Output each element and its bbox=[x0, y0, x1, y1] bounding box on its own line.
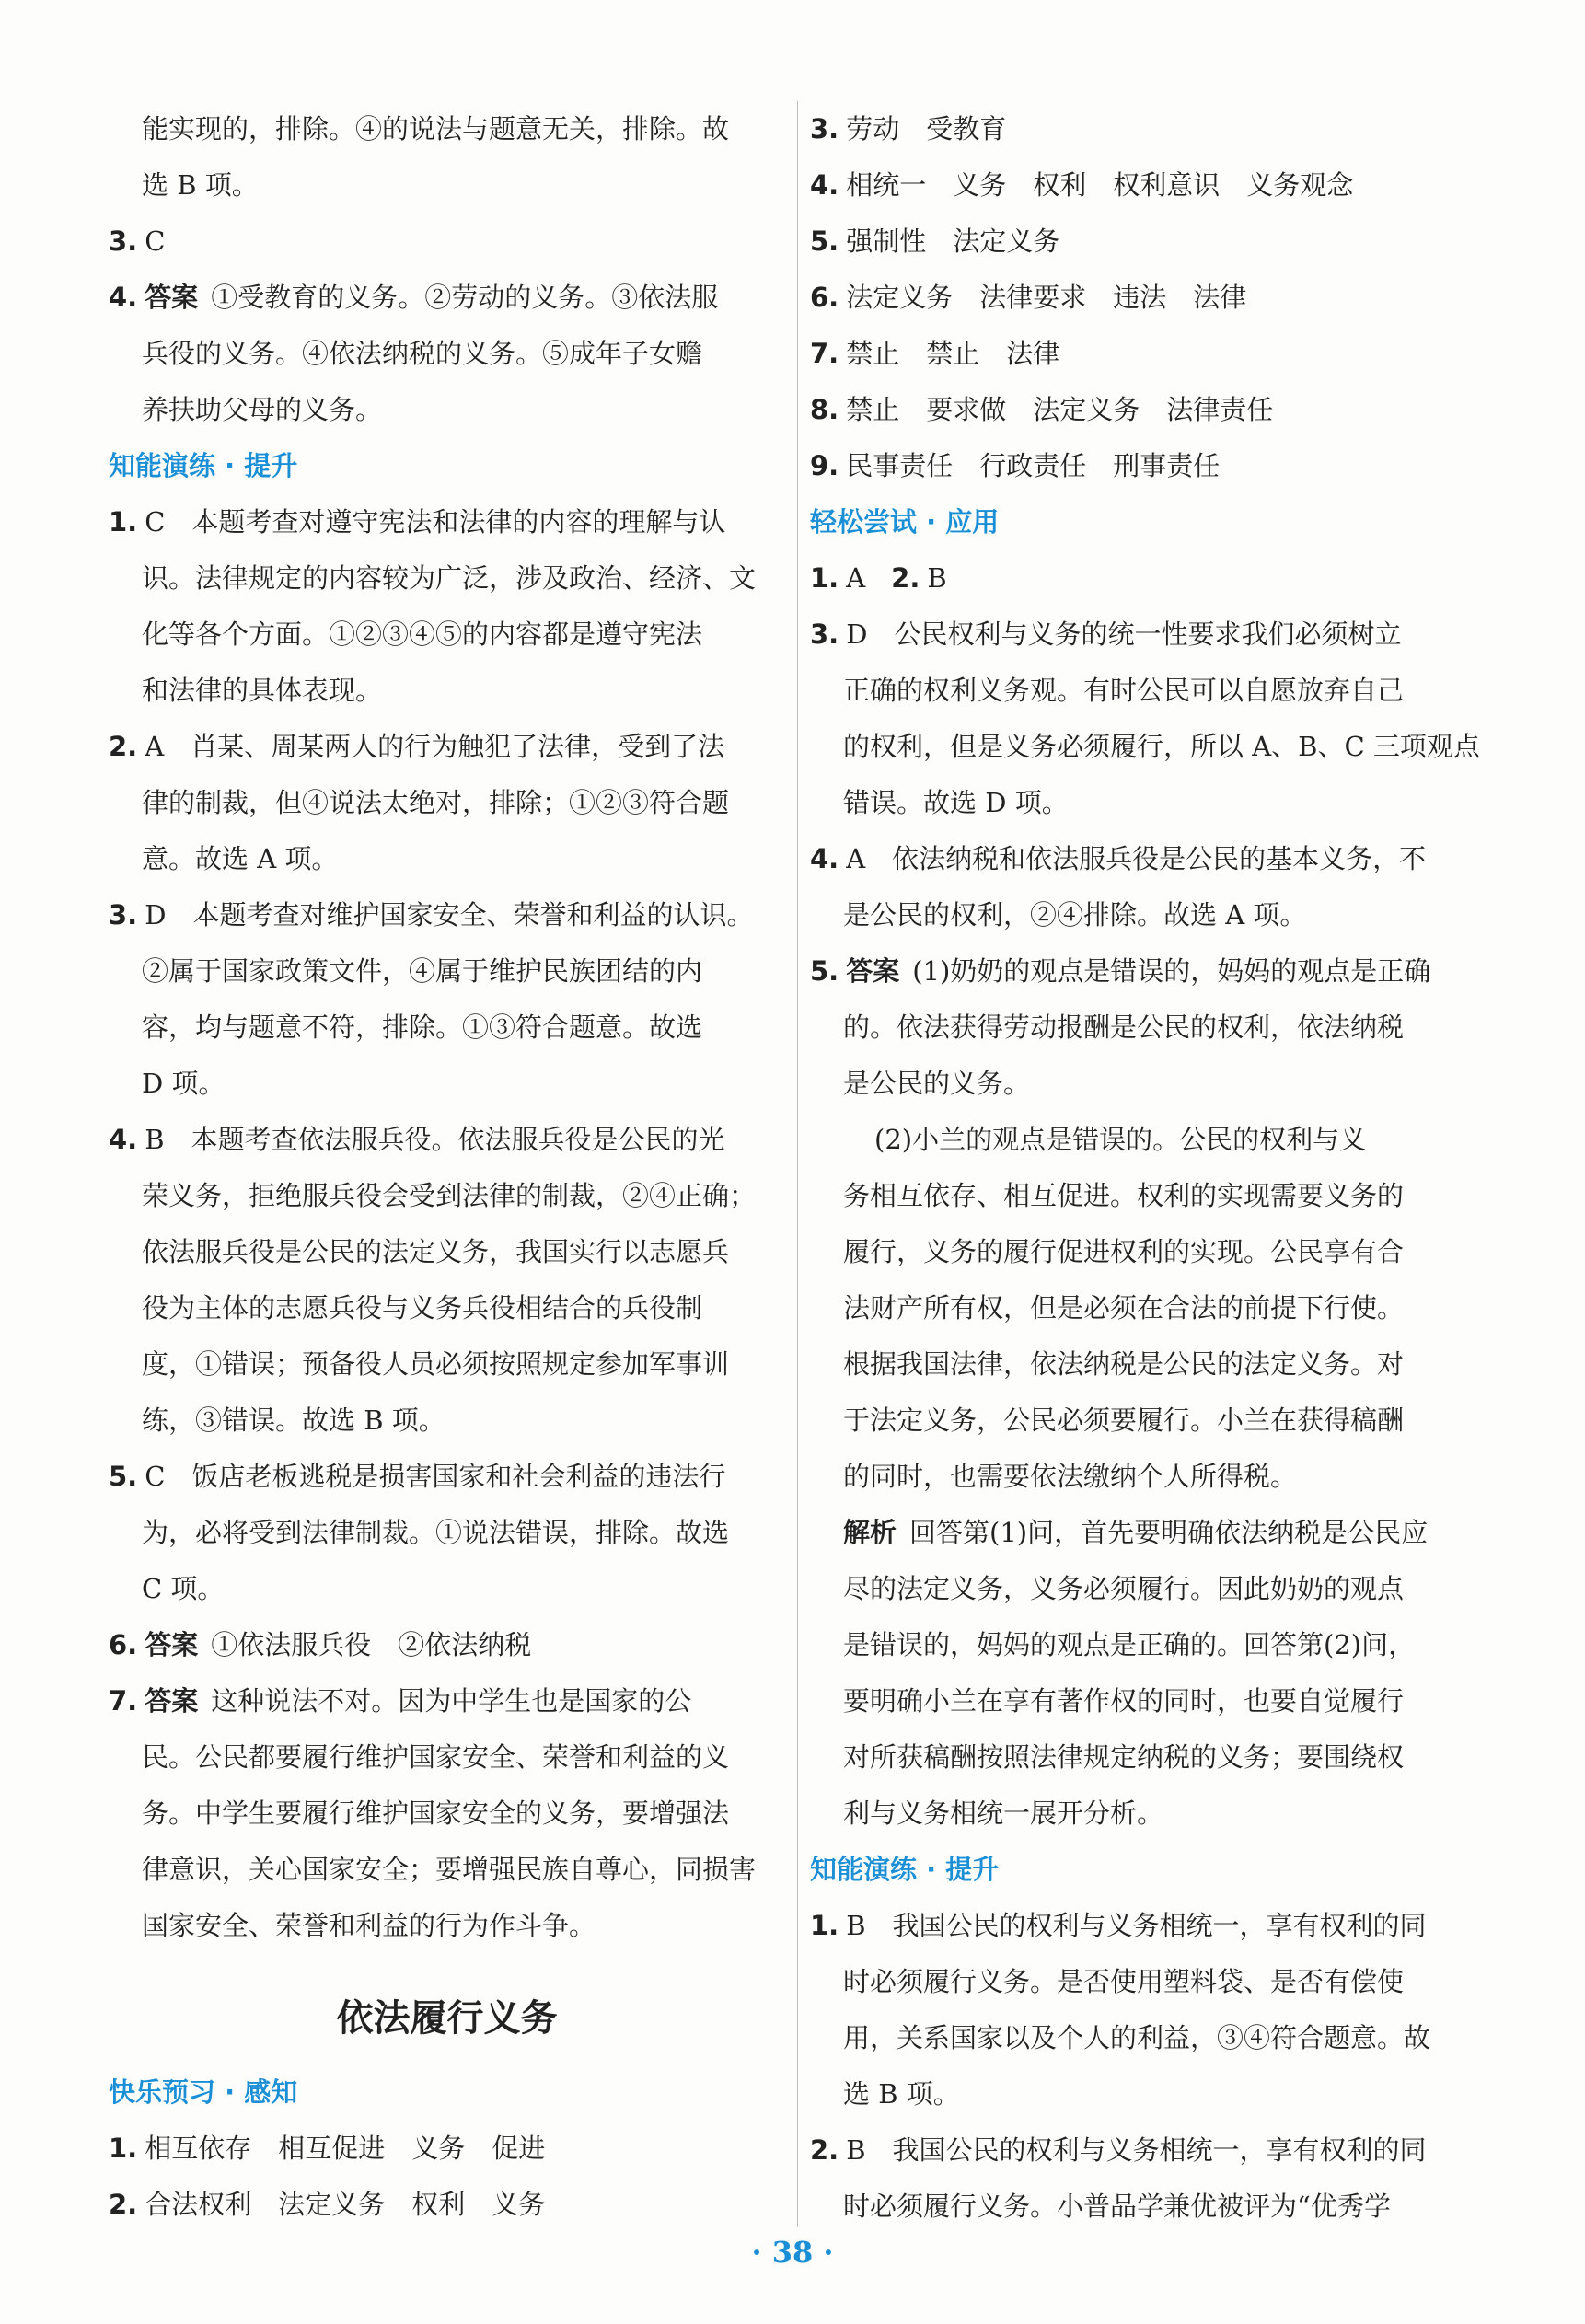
answer-text: 相统一 义务 权利 权利意识 义务观念 bbox=[846, 169, 1354, 201]
analysis-line bbox=[810, 1505, 1487, 1561]
text-line: 是公民的权利，②④排除。故选 A 项。 bbox=[843, 899, 1307, 931]
answer-tag: 答案 bbox=[145, 282, 199, 313]
answer-text: C 本题考查对遵守宪法和法律的内容的理解与认 bbox=[145, 506, 726, 538]
chapter-title: 依法履行义务 bbox=[336, 1997, 558, 2040]
section-heading: 知能演练 · 提升 bbox=[810, 1854, 1000, 1885]
answer-text: 禁止 要求做 法定义务 法律责任 bbox=[846, 394, 1274, 425]
answer-item bbox=[810, 943, 1487, 1000]
answer-text: 相互依存 相互促进 义务 促进 bbox=[145, 2133, 546, 2164]
answer-item bbox=[109, 2177, 785, 2233]
item-number: 3. bbox=[810, 113, 839, 145]
text-line: 役为主体的志愿兵役与义务兵役相结合的兵役制 bbox=[142, 1292, 703, 1324]
text-line: ②属于国家政策文件，④属于维护民族团结的内 bbox=[142, 955, 703, 987]
item-number: 5. bbox=[109, 1461, 138, 1492]
answer-text: C 饭店老板逃税是损害国家和社会利益的违法行 bbox=[145, 1461, 726, 1492]
answer-text: 劳动 受教育 bbox=[846, 113, 1007, 145]
text-line: 和法律的具体表现。 bbox=[142, 675, 383, 706]
answer-tag: 答案 bbox=[846, 955, 900, 987]
answer-item bbox=[810, 831, 1487, 887]
item-number: 2. bbox=[891, 562, 920, 594]
answer-item bbox=[810, 550, 1487, 607]
answer-text: B 本题考查依法服兵役。依法服兵役是公民的光 bbox=[145, 1124, 725, 1155]
answer-item bbox=[810, 101, 1487, 157]
item-number: 1. bbox=[109, 506, 138, 538]
text-line: 选 B 项。 bbox=[843, 2078, 960, 2110]
answer-text: A 依法纳税和依法服兵役是公民的基本义务，不 bbox=[846, 843, 1427, 874]
section-heading: 知能演练 · 提升 bbox=[109, 450, 298, 481]
item-number: 6. bbox=[109, 1629, 138, 1660]
right-column bbox=[810, 101, 1487, 2235]
analysis-tag: 解析 bbox=[843, 1517, 897, 1548]
answer-text: A bbox=[846, 562, 866, 594]
text-line: 履行，义务的履行促进权利的实现。公民享有合 bbox=[843, 1236, 1405, 1267]
answer-text: (1)奶奶的观点是错误的，妈妈的观点是正确 bbox=[912, 955, 1431, 987]
item-number: 1. bbox=[109, 2133, 138, 2164]
text-line: 练，③错误。故选 B 项。 bbox=[142, 1405, 445, 1436]
text-line: 荣义务，拒绝服兵役会受到法律的制裁，②④正确； bbox=[142, 1180, 757, 1211]
item-number: 8. bbox=[810, 394, 839, 425]
text-line: 正确的权利义务观。有时公民可以自愿放弃自己 bbox=[843, 675, 1405, 706]
item-number: 4. bbox=[109, 282, 138, 313]
answer-text: 合法权利 法定义务 权利 义务 bbox=[145, 2189, 546, 2220]
text-line: C 项。 bbox=[142, 1573, 225, 1604]
text-line: 尽的法定义务，义务必须履行。因此奶奶的观点 bbox=[843, 1573, 1405, 1604]
item-number: 4. bbox=[810, 843, 839, 874]
text-line: 于法定义务，公民必须要履行。小兰在获得稿酬 bbox=[843, 1405, 1405, 1436]
text-line: 国家安全、荣誉和利益的行为作斗争。 bbox=[142, 1910, 596, 1941]
text-line: 时必须履行义务。是否使用塑料袋、是否有偿使 bbox=[843, 1966, 1405, 1997]
section-heading: 快乐预习 · 感知 bbox=[109, 2076, 298, 2108]
answer-item bbox=[109, 887, 785, 943]
answer-text: B 我国公民的权利与义务相统一，享有权利的同 bbox=[846, 1910, 1427, 1941]
item-number: 2. bbox=[109, 731, 138, 762]
answer-text: A 肖某、周某两人的行为触犯了法律，受到了法 bbox=[145, 731, 725, 762]
text-line: 是公民的义务。 bbox=[843, 1068, 1031, 1099]
text-line: 务相互依存、相互促进。权利的实现需要义务的 bbox=[843, 1180, 1405, 1211]
answer-text: B 我国公民的权利与义务相统一，享有权利的同 bbox=[846, 2134, 1427, 2166]
text-line: 容，均与题意不符，排除。①③符合题意。故选 bbox=[142, 1012, 703, 1043]
item-number: 3. bbox=[810, 619, 839, 650]
text-line: 法财产所有权，但是必须在合法的前提下行使。 bbox=[843, 1292, 1405, 1324]
answer-text: 禁止 禁止 法律 bbox=[846, 338, 1060, 369]
item-number: 4. bbox=[810, 169, 839, 201]
text-line: 根据我国法律，依法纳税是公民的法定义务。对 bbox=[843, 1348, 1405, 1380]
item-number: 5. bbox=[810, 955, 839, 987]
text-line: 为，必将受到法律制裁。①说法错误，排除。故选 bbox=[142, 1517, 730, 1548]
text-line: 意。故选 A 项。 bbox=[142, 843, 339, 874]
text-line: 律意识，关心国家安全；要增强民族自尊心，同损害 bbox=[142, 1854, 757, 1885]
item-number: 4. bbox=[109, 1124, 138, 1155]
answer-text: D 公民权利与义务的统一性要求我们必须树立 bbox=[846, 619, 1402, 650]
text-line: D 项。 bbox=[142, 1068, 226, 1099]
answer-item bbox=[810, 382, 1487, 438]
text-line: 养扶助父母的义务。 bbox=[142, 394, 383, 425]
item-number: 2. bbox=[810, 2134, 839, 2166]
answer-item bbox=[109, 719, 785, 775]
item-number: 2. bbox=[109, 2189, 138, 2220]
text-line: 是错误的，妈妈的观点是正确的。回答第(2)问， bbox=[843, 1629, 1416, 1660]
text-line: 对所获稿酬按照法律规定纳税的义务；要围绕权 bbox=[843, 1741, 1405, 1773]
text-line: 能实现的，排除。④的说法与题意无关，排除。故 bbox=[142, 113, 730, 145]
text-line: 用，关系国家以及个人的利益，③④符合题意。故 bbox=[843, 2022, 1431, 2053]
answer-item bbox=[810, 438, 1487, 494]
answer-text: 法定义务 法律要求 违法 法律 bbox=[846, 282, 1247, 313]
text-line: 的。依法获得劳动报酬是公民的权利，依法纳税 bbox=[843, 1012, 1405, 1043]
item-number: 6. bbox=[810, 282, 839, 313]
answer-text: 这种说法不对。因为中学生也是国家的公 bbox=[211, 1685, 692, 1717]
text-line: 时必须履行义务。小普品学兼优被评为“优秀学 bbox=[843, 2191, 1391, 2222]
item-number: 7. bbox=[109, 1685, 138, 1717]
text-line: 依法服兵役是公民的法定义务，我国实行以志愿兵 bbox=[142, 1236, 730, 1267]
answer-text: B bbox=[927, 562, 947, 594]
answer-item bbox=[109, 494, 785, 550]
text-line: 要明确小兰在享有著作权的同时，也要自觉履行 bbox=[843, 1685, 1405, 1717]
text-line: 的同时，也需要依法缴纳个人所得税。 bbox=[843, 1461, 1298, 1492]
item-number: 1. bbox=[810, 562, 839, 594]
item-number: 9. bbox=[810, 450, 839, 481]
answer-text: 强制性 法定义务 bbox=[846, 225, 1060, 257]
text-line: 化等各个方面。①②③④⑤的内容都是遵守宪法 bbox=[142, 619, 703, 650]
answer-item bbox=[109, 1673, 785, 1729]
answer-item bbox=[810, 607, 1487, 663]
text-line: 务。中学生要履行维护国家安全的义务，要增强法 bbox=[142, 1798, 730, 1829]
text-line: 选 B 项。 bbox=[142, 169, 259, 201]
item-number: 1. bbox=[810, 1910, 839, 1941]
text-line: 识。法律规定的内容较为广泛，涉及政治、经济、文 bbox=[142, 562, 757, 594]
item-number: 5. bbox=[810, 225, 839, 257]
text-line: 律的制裁，但④说法太绝对，排除；①②③符合题 bbox=[142, 787, 730, 818]
answer-item bbox=[810, 214, 1487, 270]
answer-item bbox=[109, 1449, 785, 1505]
answer-item bbox=[810, 270, 1487, 326]
text-line: 利与义务相统一展开分析。 bbox=[843, 1798, 1164, 1829]
answer-text: ①依法服兵役 ②依法纳税 bbox=[211, 1629, 532, 1660]
answer-tag: 答案 bbox=[145, 1685, 199, 1717]
text-line: 兵役的义务。④依法纳税的义务。⑤成年子女赡 bbox=[142, 338, 703, 369]
text-line: (2)小兰的观点是错误的。公民的权利与义 bbox=[874, 1124, 1367, 1155]
answer-item bbox=[810, 157, 1487, 214]
answer-text: ①受教育的义务。②劳动的义务。③依法服 bbox=[211, 282, 719, 313]
item-number: 3. bbox=[109, 225, 138, 257]
answer-item bbox=[109, 1112, 785, 1168]
answer-item bbox=[109, 2121, 785, 2177]
answer-item bbox=[810, 326, 1487, 382]
left-column bbox=[109, 101, 785, 2233]
answer-item bbox=[109, 270, 785, 326]
answer-text: D 本题考查对维护国家安全、荣誉和利益的认识。 bbox=[145, 899, 754, 931]
answer-text: 民事责任 行政责任 刑事责任 bbox=[846, 450, 1221, 481]
item-number: 7. bbox=[810, 338, 839, 369]
answer-item bbox=[810, 1898, 1487, 1954]
item-number: 3. bbox=[109, 899, 138, 931]
page-number-value: 38 bbox=[771, 2235, 814, 2270]
column-divider bbox=[797, 101, 798, 2227]
answer-item bbox=[109, 214, 785, 270]
page-number: · 38 · bbox=[751, 2235, 834, 2270]
analysis-text: 回答第(1)问，首先要明确依法纳税是公民应 bbox=[909, 1517, 1429, 1548]
answer-item bbox=[810, 2122, 1487, 2179]
answer-text: C bbox=[145, 225, 166, 257]
text-line: 错误。故选 D 项。 bbox=[843, 787, 1069, 818]
text-line: 的权利，但是义务必须履行，所以 A、B、C 三项观点 bbox=[843, 731, 1480, 762]
text-line: 民。公民都要履行维护国家安全、荣誉和利益的义 bbox=[142, 1741, 730, 1773]
section-heading: 轻松尝试 · 应用 bbox=[810, 506, 1000, 538]
text-line: 度，①错误；预备役人员必须按照规定参加军事训 bbox=[142, 1348, 730, 1380]
answer-tag: 答案 bbox=[145, 1629, 199, 1660]
answer-item bbox=[109, 1617, 785, 1673]
